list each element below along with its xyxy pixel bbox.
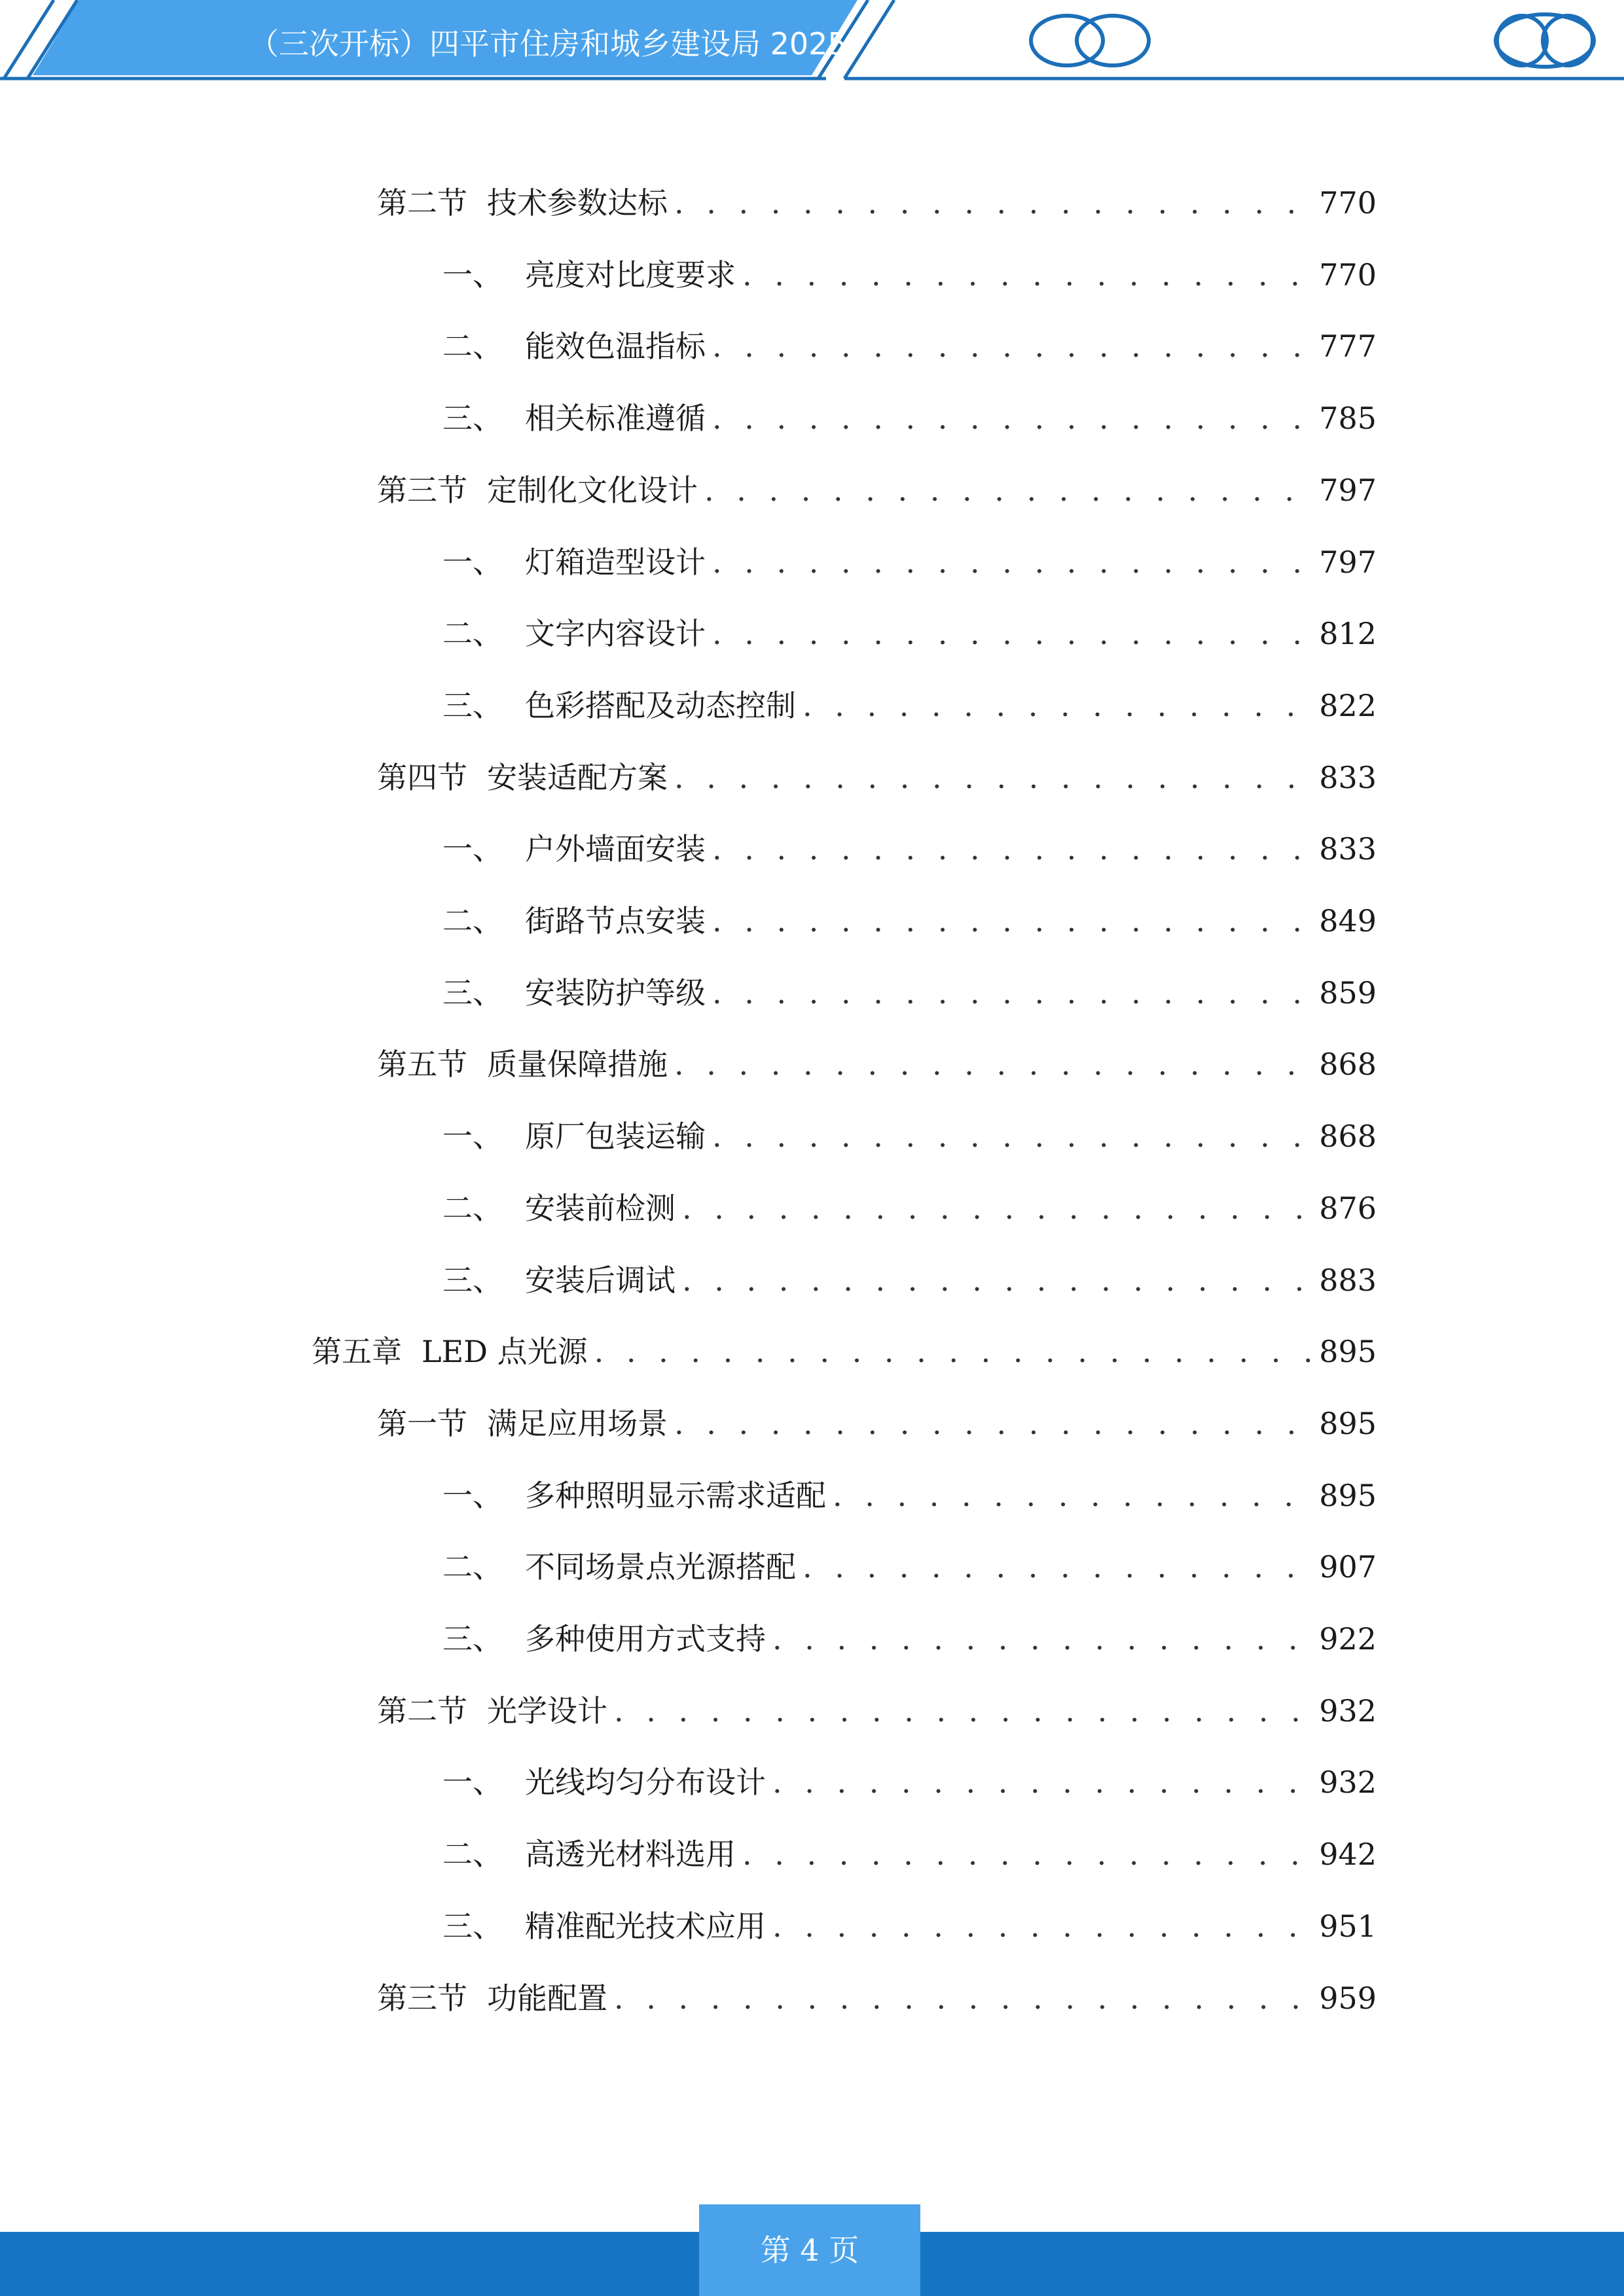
toc-entry-number: 二、 [442, 1549, 503, 1585]
toc-dot-leader [594, 1325, 1312, 1378]
toc-entry-number: 三、 [442, 1262, 503, 1298]
toc-dot-leader [712, 967, 1311, 1019]
toc-entry-page: 942 [1319, 1837, 1377, 1873]
watermark-ring-icon [1031, 16, 1149, 65]
toc-entry-page: 833 [1319, 759, 1377, 795]
toc-entry-number: 第四节 [377, 759, 467, 795]
toc-entry-section[interactable] [377, 464, 1377, 516]
toc-entry-title: 安装后调试 [525, 1262, 676, 1298]
toc-entry-number: 一、 [442, 1119, 503, 1155]
toc-entry-section[interactable] [377, 1972, 1377, 2024]
toc-entry-page: 868 [1319, 1119, 1377, 1155]
toc-entry-page: 777 [1319, 329, 1377, 365]
toc-entry-item[interactable] [442, 1110, 1377, 1162]
page-number: 第 4 页 [699, 2204, 920, 2296]
toc-dot-leader [803, 1541, 1311, 1593]
toc-entry-number: 三、 [442, 401, 503, 437]
toc-entry-page: 833 [1319, 831, 1377, 867]
toc-dot-leader [712, 392, 1311, 444]
toc-entry-number: 第二节 [377, 185, 467, 221]
toc-entry-page: 922 [1319, 1621, 1377, 1657]
toc-dot-leader [712, 895, 1311, 947]
toc-entry-section[interactable] [377, 177, 1377, 229]
toc-entry-item[interactable] [442, 679, 1377, 732]
toc-dot-leader [712, 320, 1311, 372]
toc-entry-item[interactable] [442, 249, 1377, 301]
toc-entry-number: 第三节 [377, 472, 467, 508]
toc-entry-item[interactable] [442, 1182, 1377, 1234]
toc-entry-item[interactable] [442, 392, 1377, 444]
toc-entry-page: 876 [1319, 1190, 1377, 1226]
toc-entry-title: 不同场景点光源搭配 [525, 1549, 796, 1585]
toc-dot-leader [674, 1397, 1311, 1450]
toc-entry-title: 色彩搭配及动态控制 [525, 687, 796, 723]
toc-entry-number: 二、 [442, 903, 503, 939]
toc-entry-item[interactable] [442, 1900, 1377, 1952]
toc-dot-leader [772, 1756, 1311, 1808]
toc-entry-number: 三、 [442, 1621, 503, 1657]
toc-entry-number: 第三节 [377, 1980, 467, 2016]
toc-entry-page: 932 [1319, 1765, 1377, 1801]
toc-entry-chapter[interactable] [312, 1325, 1377, 1378]
header-slash-mid-2 [844, 0, 894, 79]
toc-dot-leader [742, 249, 1311, 301]
toc-dot-leader [674, 177, 1311, 229]
toc-entry-title: 街路节点安装 [525, 903, 706, 939]
toc-entry-page: 868 [1319, 1047, 1377, 1083]
toc-entry-page: 895 [1319, 1334, 1377, 1370]
toc-entry-title: 光线均匀分布设计 [525, 1765, 766, 1801]
toc-dot-leader [614, 1685, 1311, 1737]
toc-entry-title: 亮度对比度要求 [525, 257, 736, 293]
toc-entry-title: 多种照明显示需求适配 [525, 1477, 826, 1513]
toc-entry-number: 二、 [442, 329, 503, 365]
toc-entry-number: 第二节 [377, 1693, 467, 1729]
toc-entry-page: 797 [1319, 544, 1377, 580]
toc-entry-number: 第五节 [377, 1047, 467, 1083]
toc-entry-number: 二、 [442, 1837, 503, 1873]
toc-entry-number: 三、 [442, 975, 503, 1011]
toc-entry-title: 质量保障措施 [487, 1047, 668, 1083]
toc-entry-number: 一、 [442, 1765, 503, 1801]
toc-entry-page: 951 [1319, 1908, 1377, 1944]
toc-entry-title: 精准配光技术应用 [525, 1908, 766, 1944]
toc-entry-title: 光学设计 [487, 1693, 607, 1729]
toc-entry-section[interactable] [377, 1685, 1377, 1737]
toc-entry-title: 文字内容设计 [525, 616, 706, 652]
toc-entry-section[interactable] [377, 751, 1377, 804]
toc-entry-page: 797 [1319, 472, 1377, 508]
toc-dot-leader [712, 823, 1311, 875]
toc-entry-page: 785 [1319, 401, 1377, 437]
toc-entry-number: 第五章 [312, 1334, 402, 1370]
header-title: （三次开标）四平市住房和城乡建设局 2025 [249, 26, 847, 62]
toc-entry-title: 安装防护等级 [525, 975, 706, 1011]
toc-dot-leader [712, 1110, 1311, 1162]
toc-entry-page: 959 [1319, 1980, 1377, 2016]
toc-entry-number: 一、 [442, 831, 503, 867]
toc-entry-item[interactable] [442, 536, 1377, 588]
toc-entry-page: 932 [1319, 1693, 1377, 1729]
toc-dot-leader [772, 1613, 1311, 1665]
toc-dot-leader [674, 751, 1311, 804]
toc-entry-page: 883 [1319, 1262, 1377, 1298]
toc-entry-page: 907 [1319, 1549, 1377, 1585]
toc-dot-leader [772, 1900, 1311, 1952]
toc-entry-title: 相关标准遵循 [525, 401, 706, 437]
toc-entry-title: 定制化文化设计 [487, 472, 698, 508]
toc-entry-item[interactable] [442, 1828, 1377, 1880]
toc-entry-page: 859 [1319, 975, 1377, 1011]
toc-entry-item[interactable] [442, 1469, 1377, 1522]
toc-entry-number: 第一节 [377, 1405, 467, 1441]
page-header [0, 0, 1624, 92]
toc-entry-section[interactable] [377, 1397, 1377, 1450]
toc-entry-title: 灯箱造型设计 [525, 544, 706, 580]
toc-dot-leader [682, 1182, 1311, 1234]
toc-entry-title: 多种使用方式支持 [525, 1621, 766, 1657]
toc-entry-item[interactable] [442, 895, 1377, 947]
toc-entry-item[interactable] [442, 823, 1377, 875]
toc-entry-number: 二、 [442, 616, 503, 652]
toc-entry-page: 770 [1319, 185, 1377, 221]
double-ring-logo-icon [1496, 14, 1594, 67]
toc-entry-title: 功能配置 [487, 1980, 607, 2016]
toc-entry-number: 三、 [442, 687, 503, 723]
toc-entry-number: 一、 [442, 257, 503, 293]
toc-entry-item[interactable] [442, 1756, 1377, 1808]
toc-entry-item[interactable] [442, 1613, 1377, 1665]
toc-entry-title: 安装适配方案 [487, 759, 668, 795]
toc-entry-item[interactable] [442, 1541, 1377, 1593]
toc-dot-leader [674, 1038, 1311, 1090]
toc-entry-number: 二、 [442, 1190, 503, 1226]
toc-dot-leader [712, 607, 1311, 660]
toc-entry-number: 三、 [442, 1908, 503, 1944]
toc-entry-item[interactable] [442, 967, 1377, 1019]
toc-dot-leader [742, 1828, 1311, 1880]
toc-entry-page: 770 [1319, 257, 1377, 293]
toc-entry-title: 高透光材料选用 [525, 1837, 736, 1873]
toc-entry-title: 原厂包装运输 [525, 1119, 706, 1155]
toc-entry-item[interactable] [442, 1254, 1377, 1306]
toc-entry-page: 895 [1319, 1405, 1377, 1441]
toc-entry-title: 满足应用场景 [487, 1405, 668, 1441]
toc-dot-leader [614, 1972, 1311, 2024]
toc-entry-page: 895 [1319, 1477, 1377, 1513]
toc-entry-title: 能效色温指标 [525, 329, 706, 365]
toc-entry-title: 户外墙面安装 [525, 831, 706, 867]
toc-entry-section[interactable] [377, 1038, 1377, 1090]
toc-dot-leader [682, 1254, 1311, 1306]
toc-entry-title: 技术参数达标 [487, 185, 668, 221]
toc-dot-leader [803, 679, 1311, 732]
toc-entry-page: 812 [1319, 616, 1377, 652]
toc-dot-leader [704, 464, 1311, 516]
toc-dot-leader [833, 1469, 1311, 1522]
toc-entry-number: 一、 [442, 544, 503, 580]
toc-entry-title: 安装前检测 [525, 1190, 676, 1226]
toc-entry-number: 一、 [442, 1477, 503, 1513]
toc-entry-title: LED 点光源 [422, 1334, 588, 1370]
toc-entry-item[interactable] [442, 320, 1377, 372]
toc-dot-leader [712, 536, 1311, 588]
toc-entry-page: 849 [1319, 903, 1377, 939]
toc-entry-page: 822 [1319, 687, 1377, 723]
toc-entry-item[interactable] [442, 607, 1377, 660]
